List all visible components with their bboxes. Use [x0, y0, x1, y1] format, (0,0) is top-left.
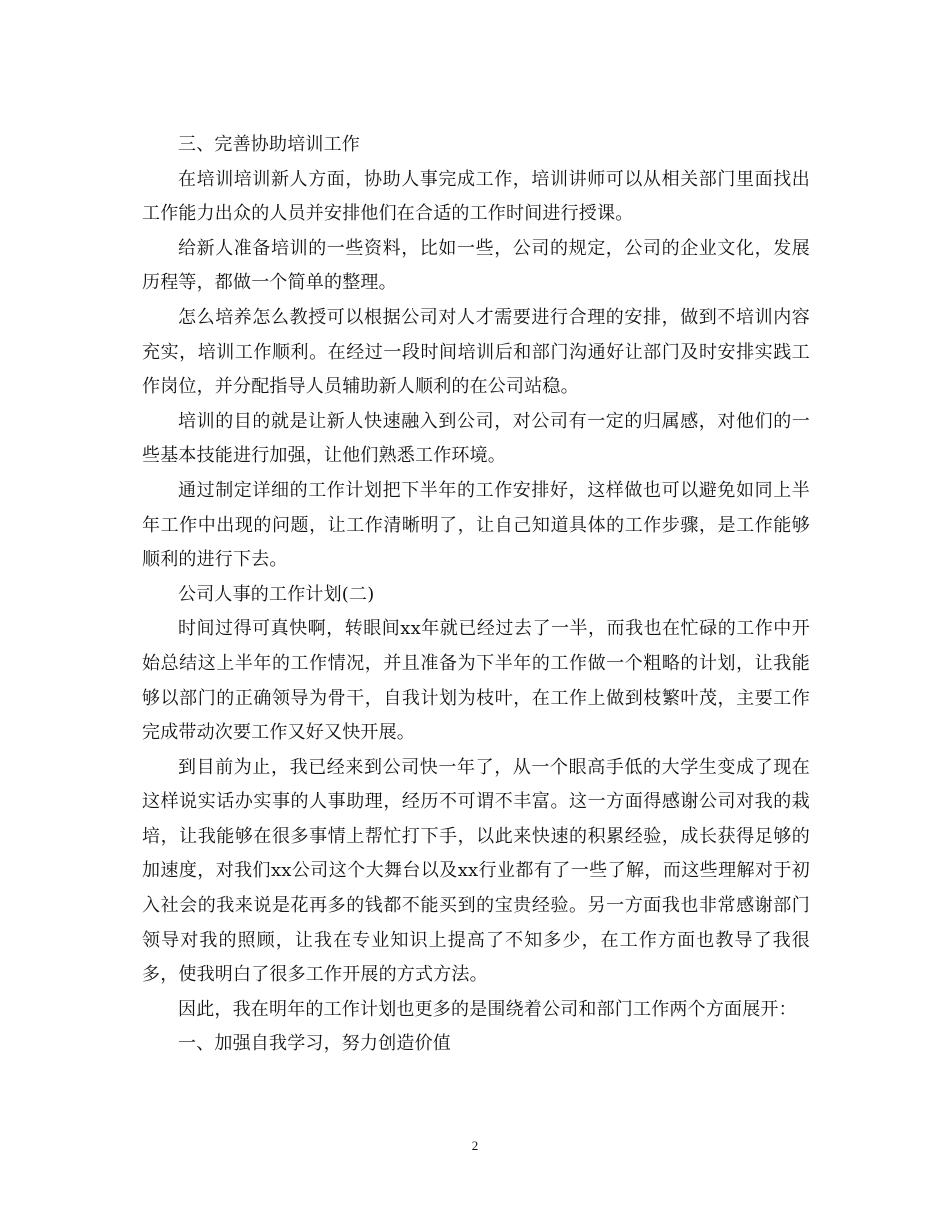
body-paragraph: 通过制定详细的工作计划把下半年的工作安排好，这样做也可以避免如同上半年工作中出现的问题，让工作清晰明了，让自己知道具体的工作步骤，是工作能够顺利的进行下去。	[142, 479, 810, 571]
body-paragraph: 因此，我在明年的工作计划也更多的是围绕着公司和部门工作两个方面展开：	[178, 998, 797, 1020]
document-body	[142, 128, 810, 1062]
page-number: 2	[471, 1138, 479, 1153]
body-paragraph: 培训的目的就是让新人快速融入到公司，对公司有一定的归属感，对他们的一些基本技能进行加强，让他们熟悉工作环境。	[142, 410, 810, 467]
body-paragraph: 在培训培训新人方面，协助人事完成工作，培训讲师可以从相关部门里面找出工作能力出众的人员并安排他们在合适的工作时间进行授课。	[142, 168, 810, 225]
body-paragraph: 时间过得可真快啊，转眼间xx年就已经过去了一半，而我也在忙碌的工作中开始总结这上半年的工作情况，并且准备为下半年的工作做一个粗略的计划，让我能够以部门的正确领导为骨干，自我计划为枝叶，在工作上做到枝繁叶茂，主要工作完成带动次要工作又好又快开展。	[142, 618, 810, 744]
section-heading: 一、加强自我学习，努力创造价值	[178, 1033, 451, 1055]
section-heading: 三、完善协助培训工作	[178, 134, 360, 155]
body-paragraph: 给新人准备培训的一些资料，比如一些，公司的规定，公司的企业文化，发展历程等，都做一个简单的整理。	[142, 237, 810, 294]
section-heading: 公司人事的工作计划(二)	[178, 583, 375, 605]
body-paragraph: 怎么培养怎么教授可以根据公司对人才需要进行合理的安排，做到不培训内容充实，培训工作顺利。在经过一段时间培训后和部门沟通好让部门及时安排实践工作岗位，并分配指导人员辅助新人顺利的在公司站稳。	[142, 306, 810, 398]
body-paragraph: 到目前为止，我已经来到公司快一年了，从一个眼高手低的大学生变成了现在这样说实话办实事的人事助理，经历不可谓不丰富。这一方面得感谢公司对我的栽培，让我能够在很多事情上帮忙打下手，以此来快速的积累经验，成长获得足够的加速度，对我们xx公司这个大舞台以及xx行业都有了一些了解，而这些理解对于初入社会的我来说是花再多的钱都不能买到的宝贵经验。另一方面我也非常感谢部门领导对我的照顾，让我在专业知识上提高了不知多少，在工作方面也教导了我很多，使我明白了很多工作开展的方式方法。	[142, 756, 810, 986]
